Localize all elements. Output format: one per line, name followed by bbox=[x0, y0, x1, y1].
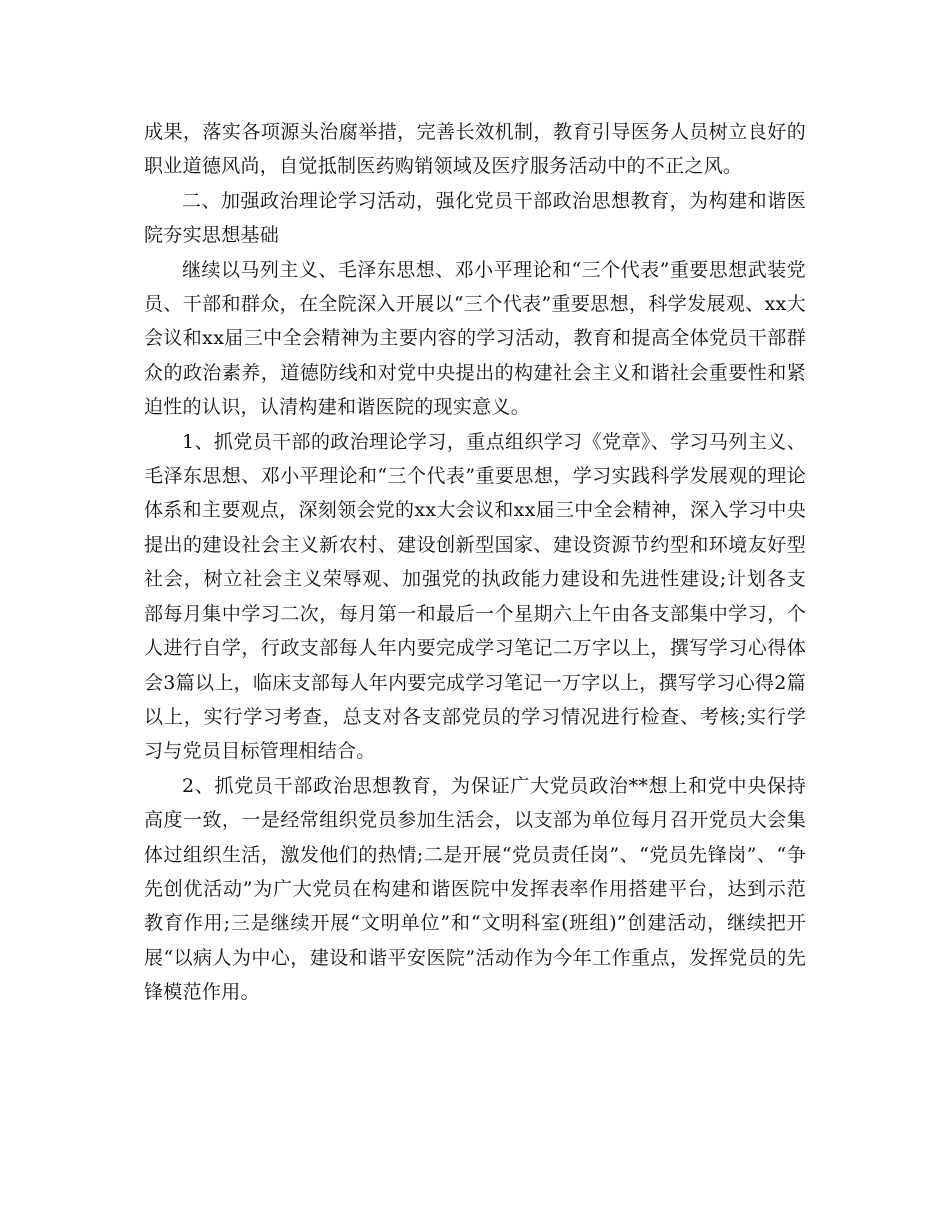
paragraph: 2、抓党员干部政治思想教育，为保证广大党员政治**想上和党中央保持高度一致，一是经常组织党员参加生活会，以支部为单位每月召开党员大会集体过组织生活，激发他们的热情;二是开展“党员责任岗”、“党员先锋岗”、“争先创优活动”为广大党员在构建和谐医院中发挥表率作用搭建平台，达到示范教育作用;三是继续开展“文明单位”和“文明科室(班组)”创建活动，继续把开展“以病人为中心，建设和谐平安医院”活动作为今年工作重点，发挥党员的先锋模范作用。 bbox=[144, 774, 806, 1004]
paragraph: 继续以马列主义、毛泽东思想、邓小平理论和“三个代表”重要思想武装党员、干部和群众，在全院深入开展以“三个代表”重要思想，科学发展观、xx大会议和xx届三中全会精神为主要内容的学习活动，教育和提高全体党员干部群众的政治素养，道德防线和对党中央提出的构建社会主义和谐社会重要性和紧迫性的认识，认清构建和谐医院的现实意义。 bbox=[144, 258, 806, 419]
document-body bbox=[144, 115, 806, 1010]
paragraph: 1、抓党员干部的政治理论学习，重点组织学习《党章》、学习马列主义、毛泽东思想、邓小平理论和“三个代表”重要思想，学习实践科学发展观的理论体系和主要观点，深刻领会党的xx大会议和xx届三中全会精神，深入学习中央提出的建设社会主义新农村、建设创新型国家、建设资源节约型和环境友好型社会，树立社会主义荣辱观、加强党的执政能力建设和先进性建设;计划各支部每月集中学习二次，每月第一和最后一个星期六上午由各支部集中学习，个人进行自学，行政支部每人年内要完成学习笔记二万字以上，撰写学习心得体会3篇以上，临床支部每人年内要完成学习笔记一万字以上，撰写学习心得2篇以上，实行学习考查，总支对各支部党员的学习情况进行检查、考核;实行学习与党员目标管理相结合。 bbox=[144, 430, 806, 763]
section-heading: 二、加强政治理论学习活动，强化党员干部政治思想教育，为构建和谐医院夯实思想基础 bbox=[144, 189, 806, 247]
paragraph-continuation: 成果，落实各项源头治腐举措，完善长效机制，教育引导医务人员树立良好的职业道德风尚，自觉抵制医药购销领域及医疗服务活动中的不正之风。 bbox=[144, 121, 806, 178]
